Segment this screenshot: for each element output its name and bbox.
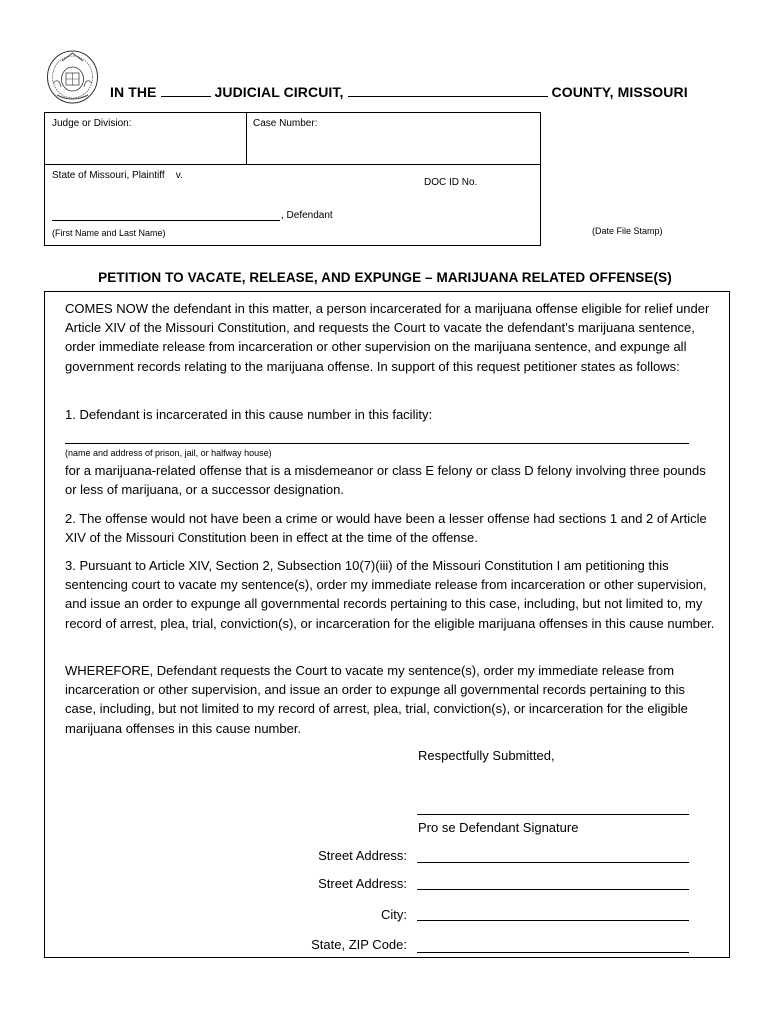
item-1-paragraph: 1. Defendant is incarcerated in this cause number in this facility: (65, 407, 433, 422)
header-part-2: JUDICIAL CIRCUIT, (214, 84, 344, 100)
doc-id-label: DOC ID No. (424, 177, 478, 188)
state-zip-label: State, ZIP Code: (311, 937, 407, 952)
case-number-field[interactable] (253, 132, 535, 160)
defendant-label: , Defendant (281, 210, 333, 221)
state-zip-field[interactable] (417, 952, 689, 953)
judge-division-field[interactable] (52, 132, 240, 160)
case-number-label: Case Number: (253, 118, 318, 129)
city-field[interactable] (417, 920, 689, 921)
defendant-name-hint: (First Name and Last Name) (52, 228, 166, 238)
signature-label: Pro se Defendant Signature (418, 820, 579, 835)
city-label: City: (381, 907, 407, 922)
circuit-number-field[interactable] (161, 86, 211, 97)
street-address-2-label: Street Address: (318, 876, 407, 891)
petition-title: PETITION TO VACATE, RELEASE, AND EXPUNGE – MARIJUANA RELATED OFFENSE(S) (98, 270, 672, 285)
header-part-1: IN THE (110, 84, 157, 100)
facility-hint: (name and address of prison, jail, or halfway house) (65, 448, 272, 458)
date-file-stamp-label: (Date File Stamp) (592, 226, 663, 236)
caption-divider (44, 164, 541, 165)
street-address-1-field[interactable] (417, 862, 689, 863)
caption-divider (246, 112, 247, 165)
respectfully-submitted: Respectfully Submitted, (418, 748, 555, 763)
item-2-paragraph: 2. The offense would not have been a crime or would have been a lesser offense had sections 1 and 2 of Article XIV of the Missouri Constitution been in effect at the time of the offense. (65, 511, 707, 546)
judge-division-label: Judge or Division: (52, 118, 132, 129)
signature-field[interactable] (417, 814, 689, 815)
header-part-3: COUNTY, MISSOURI (551, 84, 688, 100)
facility-field[interactable] (65, 443, 689, 444)
missouri-seal-icon (45, 47, 100, 105)
item-1-continued: for a marijuana-related offense that is a misdemeanor or class E felony or class D felony involving three pounds or less of marijuana, or a successor designation. (65, 463, 706, 498)
wherefore-paragraph: WHEREFORE, Defendant requests the Court to vacate my sentence(s), order my immediate release from incarceration or other supervision, and issue an order to expunge all governmental records pertaining to this case, including, but not limited to my record of arrest, plea, trial, conviction(s), or incarceration for the eligible marijuana offenses in this cause number. (65, 663, 688, 736)
street-address-2-field[interactable] (417, 889, 689, 890)
court-header (110, 84, 688, 100)
defendant-name-field[interactable] (52, 220, 280, 221)
county-name-field[interactable] (348, 86, 548, 97)
intro-paragraph: COMES NOW the defendant in this matter, a person incarcerated for a marijuana offense eligible for relief under Article XIV of the Missouri Constitution, and requests the Court to vacate the defendant’s marijuana sentence, order immediate release from incarceration or other supervision on the marijuana sentence, and expunge all government records relating to the marijuana offense. In support of this request petitioner states as follows: (65, 301, 710, 374)
item-3-paragraph: 3. Pursuant to Article XIV, Section 2, Subsection 10(7)(iii) of the Missouri Constitution I am petitioning this sentencing court to vacate my sentence(s), order my immediate release from incarceration or other supervision, and issue an order to expunge all governmental records pertaining to this case, including, but not limited to, my record of arrest, plea, trial, conviction(s), or incarceration for the eligible marijuana offenses in this cause number. (65, 558, 715, 631)
street-address-1-label: Street Address: (318, 848, 407, 863)
plaintiff-label: State of Missouri, Plaintiff v. (52, 170, 183, 181)
